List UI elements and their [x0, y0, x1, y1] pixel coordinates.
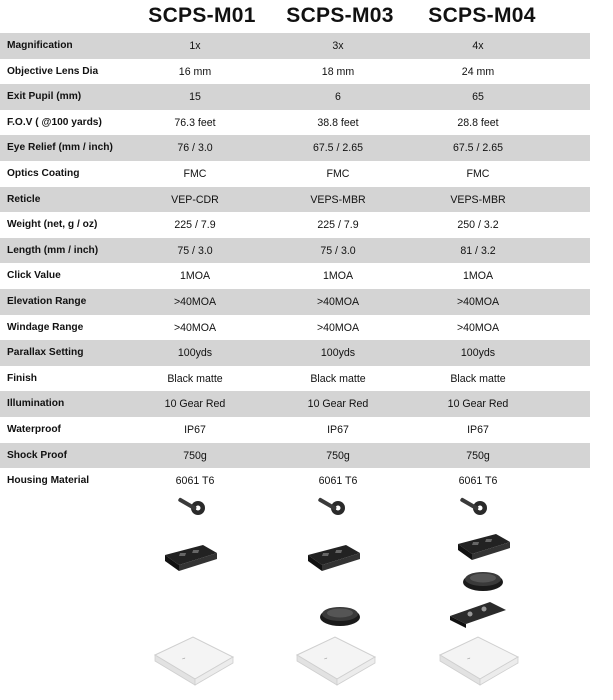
- model-name: SCPS-M03: [286, 4, 394, 27]
- spec-value: 3x: [332, 40, 344, 52]
- spec-value: IP67: [184, 423, 206, 436]
- spec-label: Exit Pupil (mm): [7, 91, 82, 103]
- spec-row: [0, 391, 590, 417]
- spec-value: IP67: [467, 423, 489, 436]
- spec-value: 750g: [466, 449, 490, 462]
- spec-label: Objective Lens Dia: [7, 65, 99, 77]
- spec-row: [0, 238, 590, 264]
- spec-label: Length (mm / inch): [7, 244, 99, 256]
- lens-cap-icon: [320, 607, 360, 626]
- spec-value: 6061 T6: [175, 475, 215, 488]
- spec-value: VEPS-MBR: [450, 193, 506, 206]
- spec-value: 76 / 3.0: [177, 142, 213, 155]
- spec-row: [0, 212, 590, 238]
- spec-row: [0, 187, 590, 213]
- spec-value: 67.5 / 2.65: [312, 142, 364, 155]
- spec-value: FMC: [326, 167, 350, 180]
- wrench-icon: [178, 497, 205, 515]
- spec-value: >40MOA: [316, 295, 360, 308]
- spec-row: [0, 84, 590, 110]
- spec-value: 6061 T6: [318, 475, 358, 488]
- spec-value: 1MOA: [179, 270, 211, 283]
- spec-value: Black matte: [167, 372, 223, 385]
- spec-value: 4x: [472, 40, 484, 52]
- spec-label: Reticle: [7, 193, 41, 205]
- spec-value: 750g: [326, 449, 350, 462]
- spec-row: [0, 110, 590, 136]
- spec-row: [0, 340, 590, 366]
- spec-value: 1MOA: [322, 270, 354, 283]
- spec-row: [0, 443, 590, 469]
- spec-label: Finish: [7, 372, 37, 384]
- spec-value: 76.3 feet: [174, 116, 216, 129]
- spec-value: 67.5 / 2.65: [452, 142, 504, 155]
- mounting-plate-icon: [450, 602, 506, 628]
- spec-label: Housing Material: [7, 475, 90, 487]
- cleaning-cloth-icon: [155, 637, 233, 685]
- spec-row: [0, 289, 590, 315]
- spec-value: 24 mm: [461, 65, 495, 78]
- model-name: SCPS-M01: [148, 4, 256, 27]
- spec-value: 1x: [189, 40, 201, 52]
- spec-table: [0, 33, 590, 494]
- spec-value: 1MOA: [462, 270, 494, 283]
- spec-value: 10 Gear Red: [447, 398, 509, 411]
- cleaning-cloth-icon: [440, 637, 518, 685]
- model-header: [0, 0, 613, 36]
- spec-value: FMC: [466, 167, 490, 180]
- spec-value: 81 / 3.2: [460, 244, 496, 257]
- spec-value: VEPS-MBR: [310, 193, 366, 206]
- spec-value: FMC: [183, 167, 207, 180]
- spec-value: VEP-CDR: [171, 193, 219, 206]
- spec-value: 75 / 3.0: [177, 244, 213, 257]
- spec-label: Waterproof: [7, 423, 61, 435]
- spec-value: 100yds: [320, 347, 356, 360]
- spec-value: 38.8 feet: [317, 116, 359, 129]
- spec-value: 65: [472, 91, 484, 104]
- spec-row: [0, 417, 590, 443]
- spec-label: F.O.V ( @100 yards): [7, 116, 102, 128]
- spec-value: >40MOA: [316, 321, 360, 334]
- mount-icon: [165, 545, 217, 571]
- spec-value: 15: [189, 91, 201, 104]
- spec-label: Windage Range: [7, 321, 84, 333]
- spec-row: [0, 135, 590, 161]
- spec-row: [0, 161, 590, 187]
- spec-value: 10 Gear Red: [307, 398, 369, 411]
- spec-label: Click Value: [7, 270, 61, 282]
- cleaning-cloth-icon: [297, 637, 375, 685]
- spec-value: >40MOA: [456, 321, 500, 334]
- wrench-icon: [460, 497, 487, 515]
- spec-value: 100yds: [460, 347, 496, 360]
- spec-label: Optics Coating: [7, 167, 80, 179]
- spec-value: >40MOA: [173, 321, 217, 334]
- spec-value: 225 / 7.9: [317, 219, 359, 232]
- spec-label: Elevation Range: [7, 295, 87, 307]
- spec-row: [0, 59, 590, 85]
- spec-value: >40MOA: [456, 295, 500, 308]
- spec-row: [0, 315, 590, 341]
- mount-icon: [308, 545, 360, 571]
- spec-label: Parallax Setting: [7, 347, 84, 359]
- spec-value: 750g: [183, 449, 207, 462]
- spec-value: 16 mm: [178, 65, 212, 78]
- spec-row: [0, 263, 590, 289]
- model-name: SCPS-M04: [428, 4, 536, 27]
- accessories-panel: ~: [0, 490, 613, 700]
- spec-value: Black matte: [310, 372, 366, 385]
- spec-value: 225 / 7.9: [174, 219, 216, 232]
- mount-icon: [458, 534, 510, 560]
- spec-label: Shock Proof: [7, 449, 68, 461]
- spec-value: IP67: [327, 423, 349, 436]
- spec-label: Weight (net, g / oz): [7, 219, 98, 231]
- spec-value: >40MOA: [173, 295, 217, 308]
- spec-row: [0, 33, 590, 59]
- wrench-icon: [318, 497, 345, 515]
- spec-label: Eye Relief (mm / inch): [7, 142, 113, 154]
- spec-value: 100yds: [177, 347, 213, 360]
- spec-label: Illumination: [7, 398, 65, 410]
- spec-value: 250 / 3.2: [457, 219, 499, 232]
- spec-label: Magnification: [7, 40, 73, 51]
- spec-value: 18 mm: [321, 65, 355, 78]
- spec-value: 28.8 feet: [457, 116, 499, 129]
- spec-value: 10 Gear Red: [164, 398, 226, 411]
- spec-value: 6061 T6: [458, 475, 498, 488]
- spec-value: 75 / 3.0: [320, 244, 356, 257]
- lens-cap-icon: [463, 572, 503, 591]
- spec-row: [0, 366, 590, 392]
- spec-value: 6: [335, 91, 341, 104]
- spec-value: Black matte: [450, 372, 506, 385]
